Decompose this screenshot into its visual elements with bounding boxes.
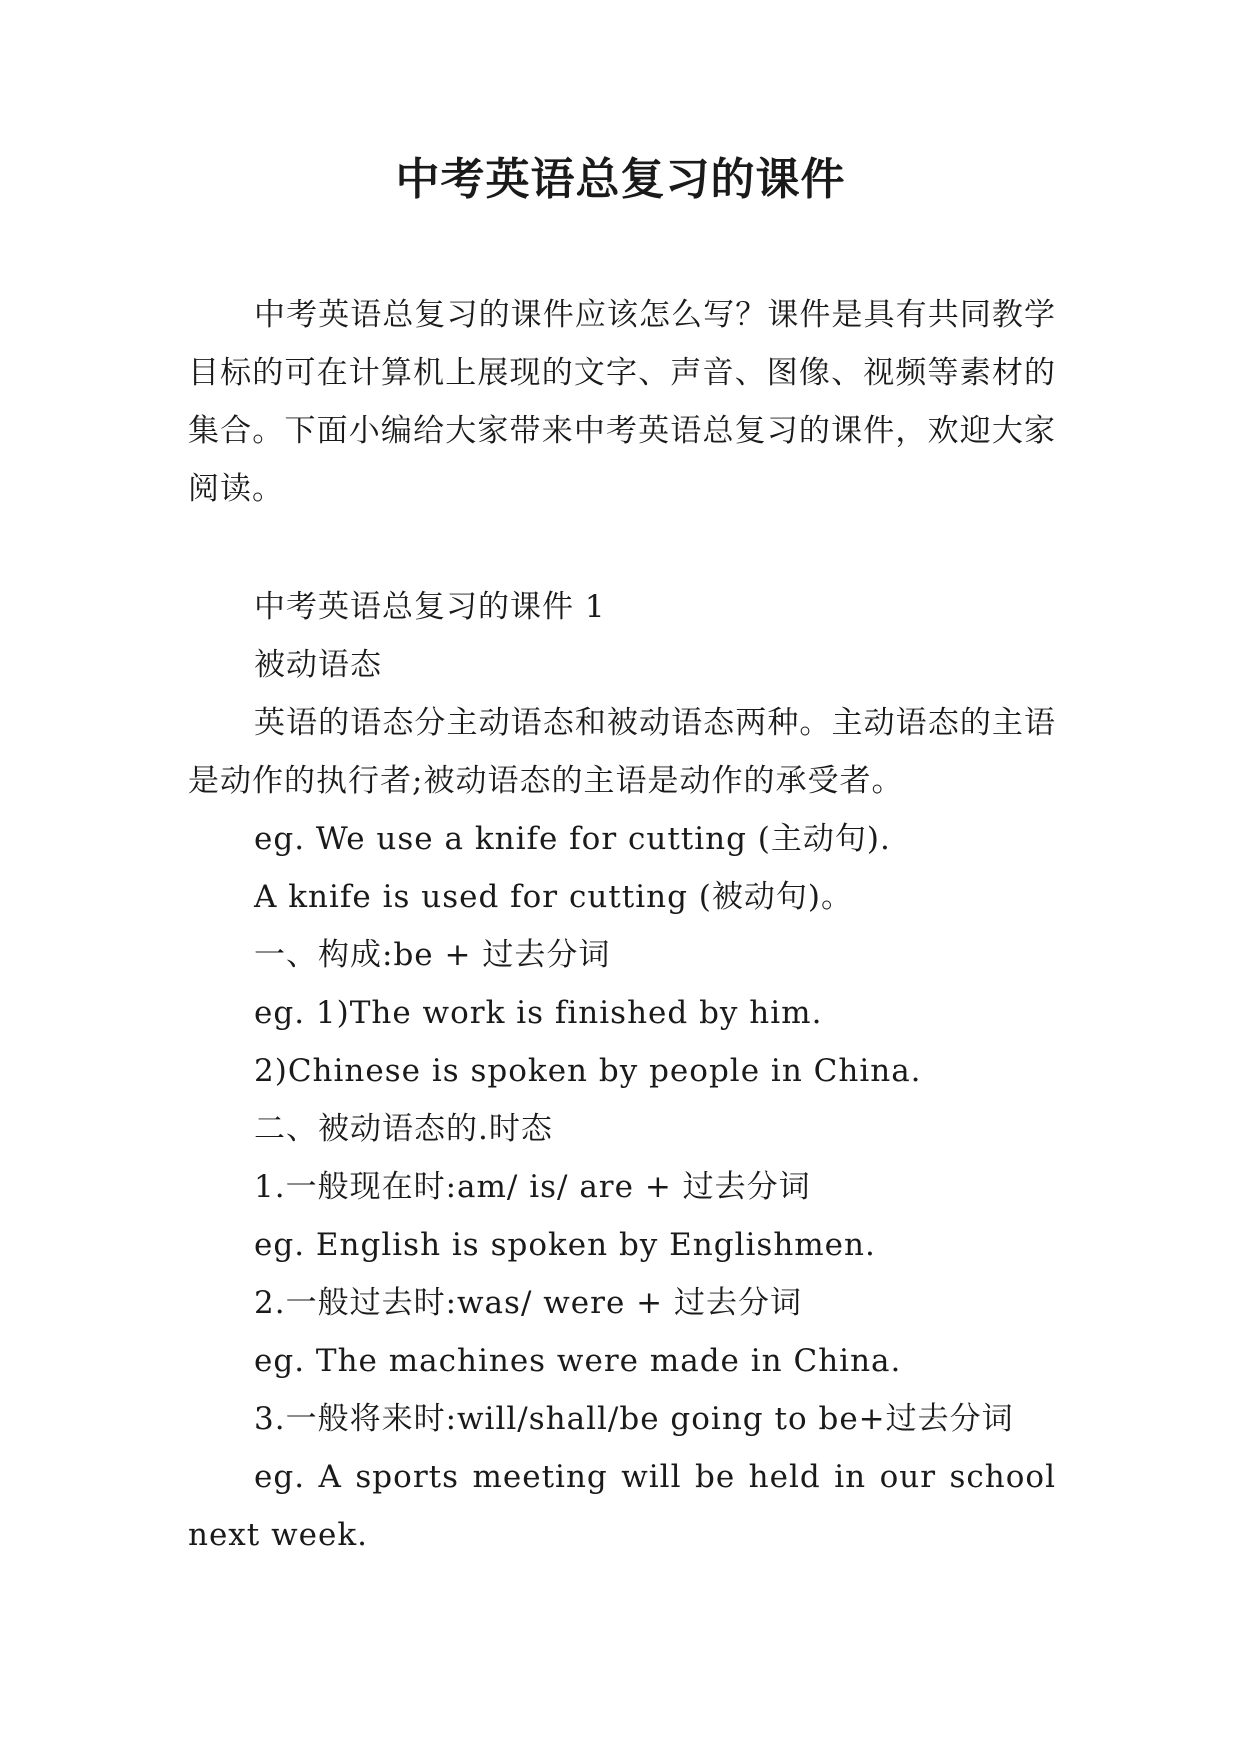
example-line: eg. The machines were made in China. bbox=[254, 1343, 902, 1379]
document-title: 中考英语总复习的课件 bbox=[395, 154, 846, 205]
definition-paragraph: 英语的语态分主动语态和被动语态两种。主动语态的主语是动作的执行者;被动语态的主语是动作的承受者。 bbox=[188, 705, 1056, 799]
topic-heading: 被动语态 bbox=[254, 647, 382, 683]
subheading-tenses: 二、被动语态的.时态 bbox=[254, 1111, 553, 1147]
rule-line: 1.一般现在时:am/ is/ are + 过去分词 bbox=[254, 1169, 811, 1205]
example-paragraph: eg. A sports meeting will be held in our school next week. bbox=[188, 1459, 1056, 1553]
content-section bbox=[188, 578, 1056, 1564]
example-line: 2)Chinese is spoken by people in China. bbox=[254, 1053, 922, 1089]
rule-line: 3.一般将来时:will/shall/be going to be+过去分词 bbox=[254, 1401, 1014, 1437]
section-heading: 中考英语总复习的课件 1 bbox=[254, 589, 606, 625]
example-line: eg. English is spoken by Englishmen. bbox=[254, 1227, 876, 1263]
rule-line: 2.一般过去时:was/ were + 过去分词 bbox=[254, 1285, 802, 1321]
intro-paragraph: 中考英语总复习的课件应该怎么写？课件是具有共同教学目标的可在计算机上展现的文字、声音、图像、视频等素材的集合。下面小编给大家带来中考英语总复习的课件，欢迎大家阅读。 bbox=[188, 297, 1056, 507]
example-line: A knife is used for cutting (被动句)。 bbox=[254, 879, 853, 915]
example-line: eg. 1)The work is finished by him. bbox=[254, 995, 823, 1031]
subheading-structure: 一、构成:be + 过去分词 bbox=[254, 937, 611, 973]
example-line: eg. We use a knife for cutting (主动句). bbox=[254, 821, 891, 857]
intro-section bbox=[188, 286, 1056, 518]
